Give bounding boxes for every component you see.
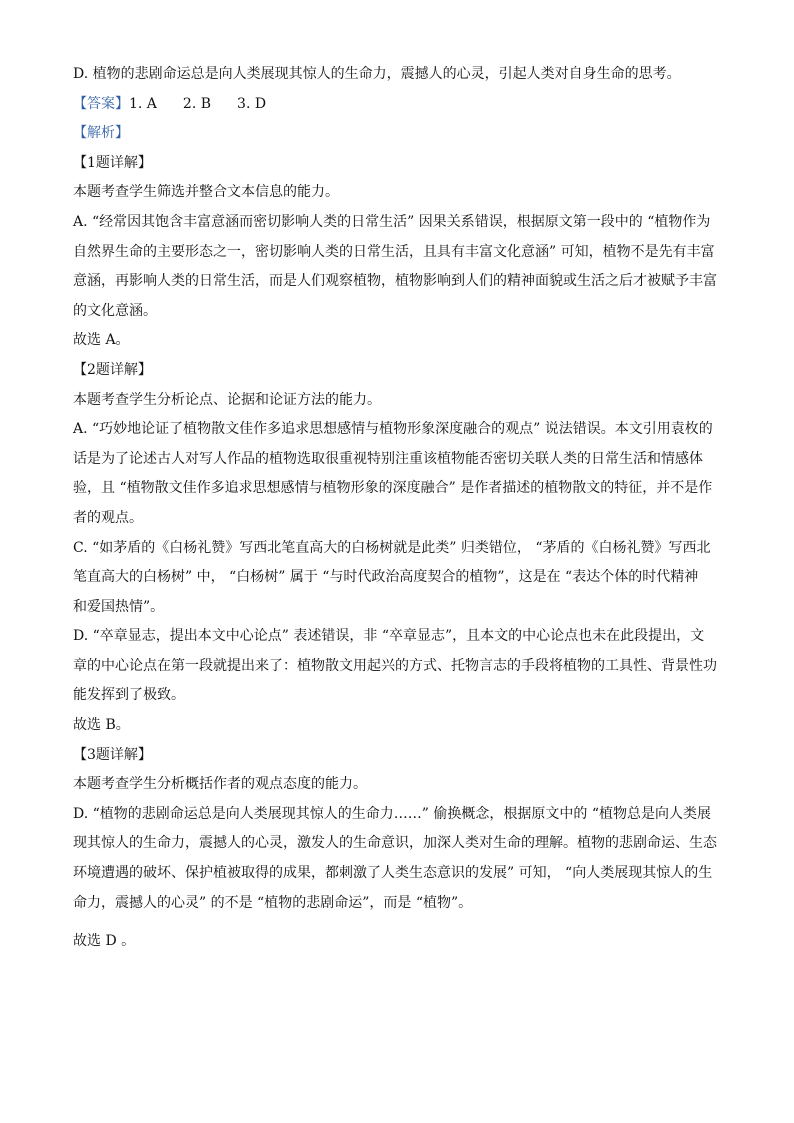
option-d-text: D. 植物的悲剧命运总是向人类展现其惊人的生命力，震撼人的心灵，引起人类对自身生命的思考。 xyxy=(73,66,681,82)
answer-analysis-section xyxy=(73,62,723,954)
answer-1: 1. A xyxy=(129,95,157,112)
q2-choice: 故选 B。 xyxy=(73,717,130,734)
q3-intro: 本题考查学生分析概括作者的观点态度的能力。 xyxy=(73,776,367,793)
answer-label: 【答案】 xyxy=(73,95,129,112)
q3-option-d-line: 命力，震撼人的心灵” 的不是 “植物的悲剧命运”，而是 “植物”。 xyxy=(73,894,473,911)
q2-option-c-line: C. “如茅盾的《白杨礼赞》写西北笔直高大的白杨树就是此类” 归类错位， “茅盾的《白杨礼赞》写西北 xyxy=(73,539,711,556)
q2-option-d-line: D. “卒章显志，提出本文中心论点” 表述错误，非 “卒章显志”，且本文的中心论点也未在此段提出，文 xyxy=(73,628,705,645)
q1-intro: 本题考查学生筛选并整合文本信息的能力。 xyxy=(73,184,339,201)
q3-option-d-line: 现其惊人的生命力，震撼人的心灵，激发人的生命意识，加深人类对生命的理解。植物的悲剧命运、生态 xyxy=(73,835,717,852)
q3-option-d-line: D. “植物的悲剧命运总是向人类展现其惊人的生命力……” 偷换概念，根据原文中的 “植物总是向人类展 xyxy=(73,805,711,822)
answer-3: 3. D xyxy=(237,95,267,112)
q1-paragraph-line: 意涵，再影响人类的日常生活，而是人们观察植物，植物影响到人们的精神面貌或生活之后才被赋予丰富 xyxy=(73,273,717,290)
q2-option-d-line: 章的中心论点在第一段就提出来了：植物散文用起兴的方式、托物言志的手段将植物的工具性、背景性功 xyxy=(73,657,717,674)
q3-option-d-line: 环境遭遇的破坏、保护植被取得的成果，都刺激了人类生态意识的发展” 可知， “向人类展现其惊人的生 xyxy=(73,865,713,882)
q2-option-a-line: 验，且 “植物散文佳作多追求思想感情与植物形象的深度融合” 是作者描述的植物散文的特征，并不是作 xyxy=(73,480,713,497)
q2-option-a-line: 者的观点。 xyxy=(73,509,143,526)
q2-heading: 【2题详解】 xyxy=(73,361,152,378)
q1-paragraph-line: 的文化意涵。 xyxy=(73,302,157,319)
q1-paragraph-line: A. “经常因其饱含丰富意涵而密切影响人类的日常生活” 因果关系错误，根据原文第一段中的 “植物作为 xyxy=(73,213,711,230)
q2-option-c-line: 和爱国热情”。 xyxy=(73,598,165,615)
q2-option-d-line: 能发挥到了极致。 xyxy=(73,687,185,704)
q2-intro: 本题考查学生分析论点、论据和论证方法的能力。 xyxy=(73,391,381,408)
q1-choice: 故选 A。 xyxy=(73,332,130,349)
q1-heading: 【1题详解】 xyxy=(73,154,152,171)
q1-paragraph-line: 自然界生命的主要形态之一，密切影响人类的日常生活，且具有丰富文化意涵” 可知，植物不是先有丰富 xyxy=(73,243,715,260)
q3-heading: 【3题详解】 xyxy=(73,746,152,763)
answer-line xyxy=(73,92,723,117)
answer-2: 2. B xyxy=(182,95,212,112)
q3-choice: 故选 D 。 xyxy=(73,933,136,950)
q2-option-a-line: A. “巧妙地论证了植物散文佳作多追求思想感情与植物形象深度融合的观点” 说法错误。本文引用袁枚的 xyxy=(73,421,713,438)
q2-option-a-line: 话是为了论述古人对写人作品的植物选取很重视特别注重该植物能否密切关联人类的日常生活和情感体 xyxy=(73,450,703,467)
q2-option-c-line: 笔直高大的白杨树” 中， “白杨树” 属于 “与时代政治高度契合的植物”，这是在 “表达个体的时代精神 xyxy=(73,569,699,586)
analysis-label: 【解析】 xyxy=(73,125,129,142)
